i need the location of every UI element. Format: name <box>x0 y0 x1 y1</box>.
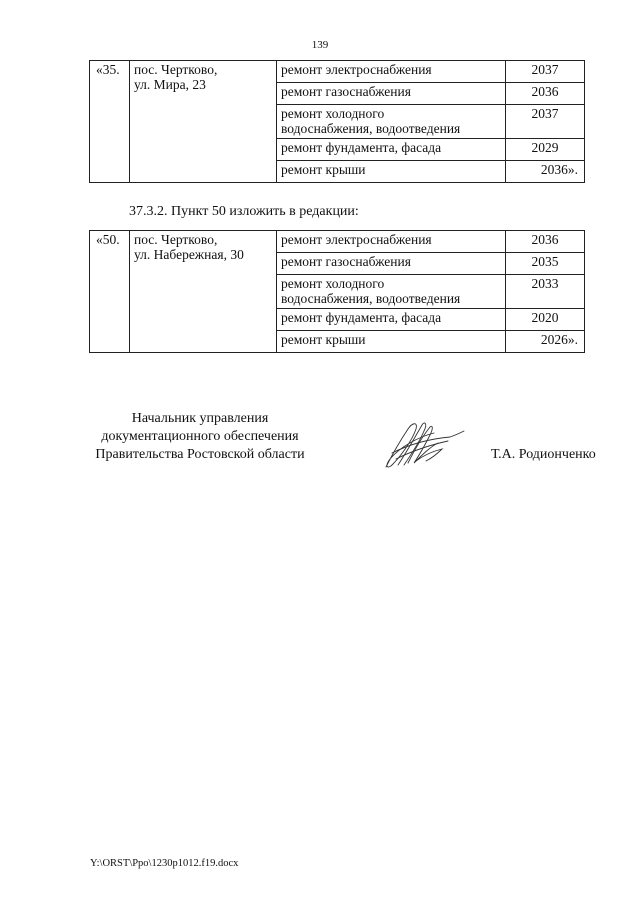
address-line: пос. Чертково, <box>134 232 218 247</box>
work-cell: ремонт крыши <box>277 161 506 183</box>
signatory-title-line: Начальник управления <box>131 411 269 426</box>
work-line: водоснабжения, водоотведения <box>281 291 461 306</box>
year-cell: 2036 <box>506 231 585 253</box>
signatory-title-line: Правительства Ростовской области <box>95 447 305 462</box>
year-cell: 2037 <box>506 105 585 139</box>
work-cell: ремонт фундамента, фасада <box>277 309 506 331</box>
work-line: водоснабжения, водоотведения <box>281 121 461 136</box>
item-number: «50. <box>90 231 130 353</box>
amendment-table-35 <box>89 60 585 183</box>
work-line: ремонт холодного <box>281 106 385 121</box>
year-cell: 2026». <box>506 331 585 353</box>
amendment-table-50 <box>89 230 585 353</box>
work-cell <box>277 275 506 309</box>
work-cell <box>277 105 506 139</box>
address-line: пос. Чертково, <box>134 62 218 77</box>
address-line: ул. Набережная, 30 <box>134 247 244 262</box>
work-cell: ремонт фундамента, фасада <box>277 139 506 161</box>
section-instruction: 37.3.2. Пункт 50 изложить в редакции: <box>129 204 359 219</box>
year-cell: 2035 <box>506 253 585 275</box>
table-row <box>90 231 585 253</box>
year-cell: 2029 <box>506 139 585 161</box>
address-line: ул. Мира, 23 <box>134 77 206 92</box>
page-number: 139 <box>311 39 329 51</box>
table-row <box>90 61 585 83</box>
signatory-title-line: документационного обеспечения <box>101 429 299 444</box>
work-cell: ремонт электроснабжения <box>277 231 506 253</box>
work-line: ремонт холодного <box>281 276 385 291</box>
file-path-footer: Y:\ORST\Ppo\1230p1012.f19.docx <box>90 858 239 869</box>
item-number: «35. <box>90 61 130 183</box>
signatory-title <box>0 410 400 464</box>
handwritten-signature <box>378 415 468 475</box>
work-cell: ремонт газоснабжения <box>277 253 506 275</box>
work-cell: ремонт газоснабжения <box>277 83 506 105</box>
year-cell: 2020 <box>506 309 585 331</box>
year-cell: 2036 <box>506 83 585 105</box>
year-cell: 2033 <box>506 275 585 309</box>
year-cell: 2037 <box>506 61 585 83</box>
year-cell: 2036». <box>506 161 585 183</box>
work-cell: ремонт электроснабжения <box>277 61 506 83</box>
signatory-name: Т.А. Родионченко <box>491 447 596 462</box>
address-cell <box>130 61 277 183</box>
work-cell: ремонт крыши <box>277 331 506 353</box>
address-cell <box>130 231 277 353</box>
